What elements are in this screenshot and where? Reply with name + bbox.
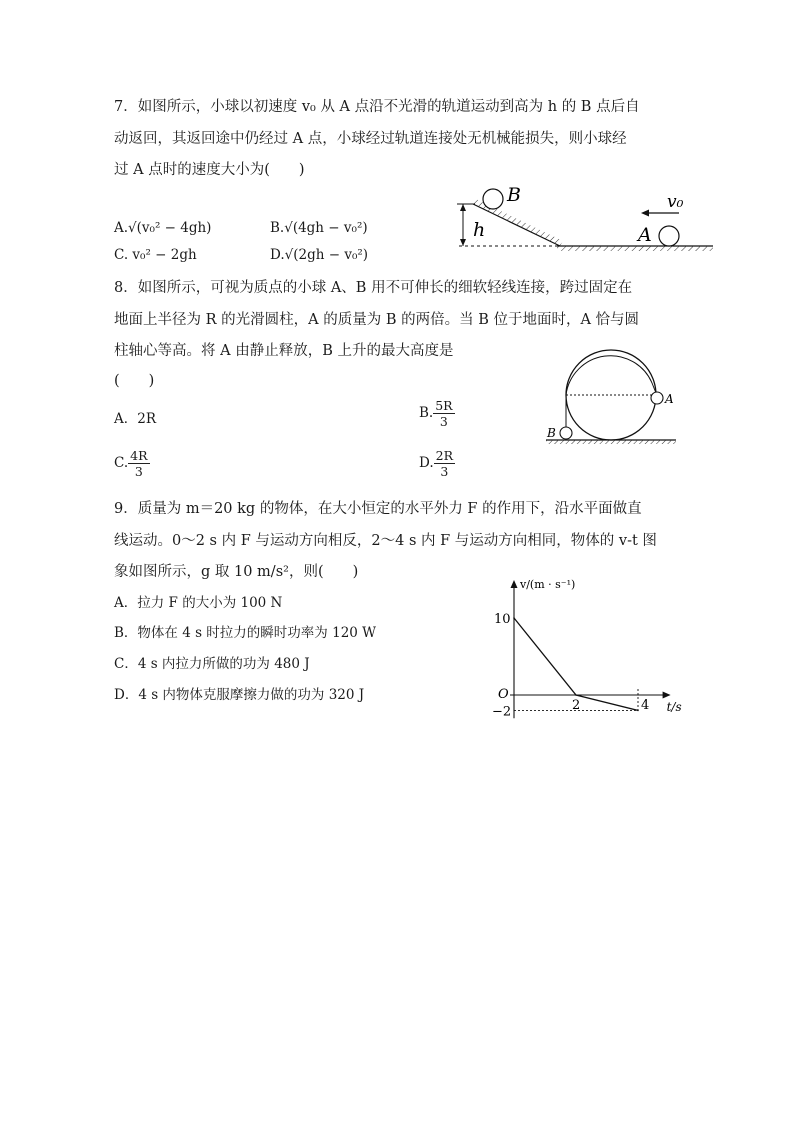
- q9-stem-line1: 9．质量为 m＝20 kg 的物体，在大小恒定的水平外力 F 的作用下，沿水平面做直: [114, 501, 642, 517]
- q8-stem-line3: 柱轴心等高。将 A 由静止释放，B 上升的最大高度是: [114, 343, 454, 359]
- label-a: A: [638, 224, 652, 246]
- x-tick-label: 4: [641, 698, 650, 713]
- y-tick-label: 10: [494, 612, 511, 627]
- x-axis-arrow: [663, 692, 671, 699]
- vt-point: [637, 710, 639, 712]
- y-tick-label: −2: [492, 704, 512, 720]
- q8-option-a: A．2R: [114, 411, 157, 427]
- q8-stem-line4: ( ): [114, 373, 155, 389]
- ball-b: [483, 189, 503, 209]
- ball-b: [560, 427, 572, 439]
- label-a: A: [665, 392, 674, 406]
- q7-stem-line1: 7．如图所示，小球以初速度 v₀ 从 A 点沿不光滑的轨道运动到高为 h 的 B 点后自: [114, 99, 640, 115]
- label-h: h: [473, 219, 486, 241]
- vt-point: [513, 617, 515, 619]
- q8-cylinder-figure: [538, 347, 680, 447]
- ground-hatch: [557, 246, 713, 251]
- q8-option-c: C. $\frac{4R}{3}$: [114, 448, 148, 479]
- label-b: B: [547, 426, 556, 440]
- q8-option-d: D. $\frac{2R}{3}$: [419, 448, 454, 479]
- q8-stem-line2: 地面上半径为 R 的光滑圆柱，A 的质量为 B 的两倍。当 B 位于地面时，A 恰与圆: [114, 312, 640, 328]
- q9-stem-line3: 象如图所示，g 取 10 m/s²，则( ): [114, 564, 359, 580]
- y-axis-label: v/(m · s⁻¹): [520, 578, 576, 591]
- q8-stem-line1: 8．如图所示，可视为质点的小球 A、B 用不可伸长的细软轻线连接，跨过固定在: [114, 280, 633, 296]
- q9-option-a: A．拉力 F 的大小为 100 N: [114, 595, 283, 611]
- q7-stem-line2: 动返回，其返回途中仍经过 A 点，小球经过轨道连接处无机械能损失，则小球经: [114, 131, 627, 147]
- x-tick-label: 2: [572, 698, 581, 713]
- label-b: B: [507, 184, 521, 206]
- y-axis-arrow: [511, 580, 518, 588]
- q9-option-d: D．4 s 内物体克服摩擦力做的功为 320 J: [114, 687, 365, 703]
- x-axis-label: t/s: [666, 700, 682, 714]
- ball-a: [651, 392, 663, 404]
- q7-option-b: B.√(4gh − v₀²): [270, 220, 368, 236]
- q9-vt-chart: [488, 572, 688, 734]
- label-v0: v₀: [667, 192, 684, 212]
- q9-option-b: B．物体在 4 s 时拉力的瞬时功率为 120 W: [114, 625, 377, 641]
- q9-stem-line2: 线运动。0～2 s 内 F 与运动方向相反，2～4 s 内 F 与运动方向相同，物体的 v-t 图: [114, 533, 657, 549]
- q7-option-d: D.√(2gh − v₀²): [270, 247, 369, 263]
- vt-line: [514, 618, 638, 710]
- q7-option-a: A.√(v₀² − 4gh): [114, 220, 212, 236]
- origin-label: O: [498, 687, 509, 702]
- ball-a: [659, 226, 679, 246]
- q7-incline-figure: [445, 183, 720, 255]
- q7-option-c: C. v₀² − 2gh: [114, 247, 197, 263]
- q7-stem-line3: 过 A 点时的速度大小为( ): [114, 162, 305, 178]
- vt-point: [575, 694, 577, 696]
- q9-option-c: C．4 s 内拉力所做的功为 480 J: [114, 656, 310, 672]
- q8-option-b: B. $\frac{5R}{3}$: [419, 398, 453, 429]
